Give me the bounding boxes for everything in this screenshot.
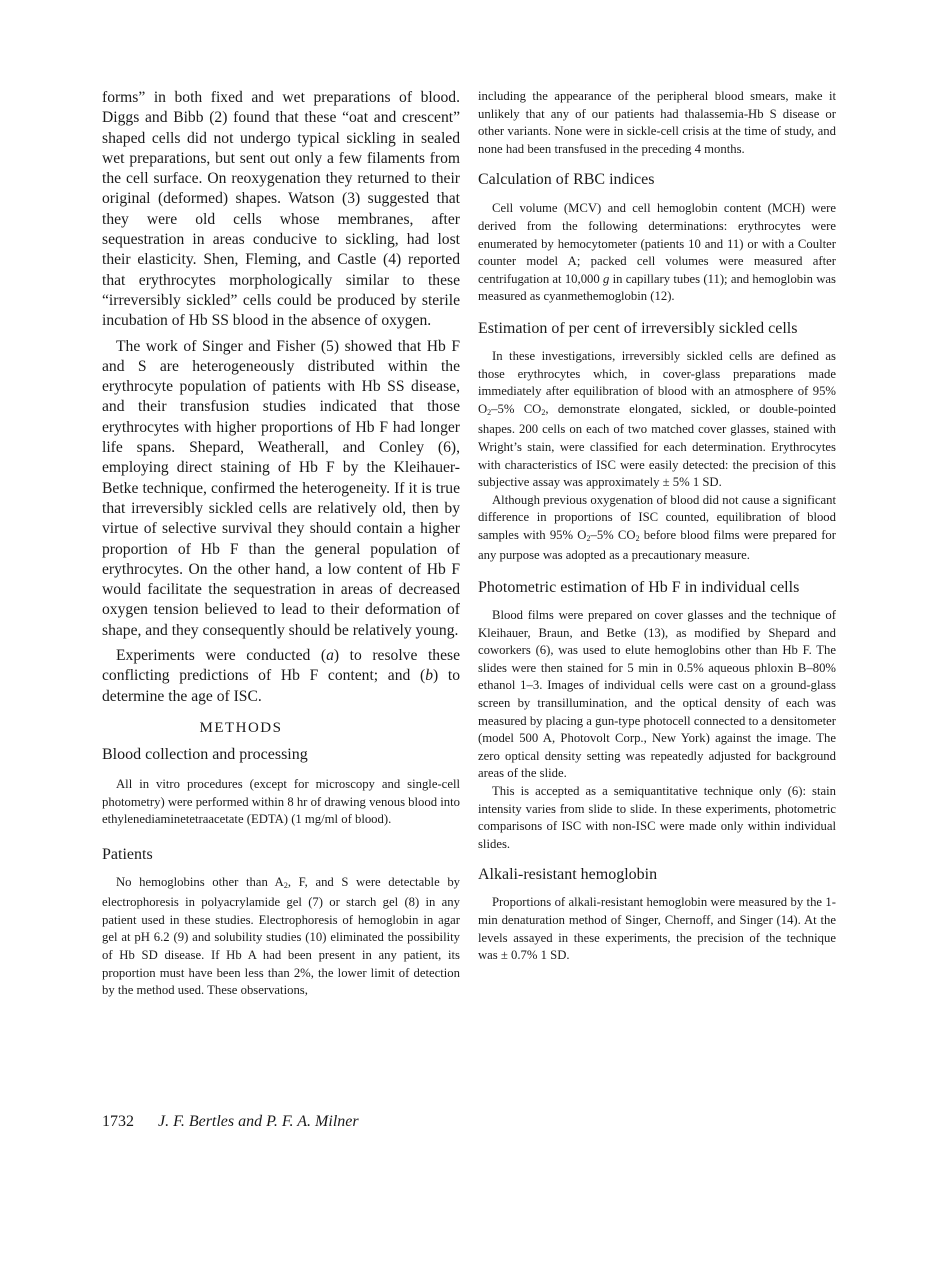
left-column xyxy=(102,88,460,1000)
paragraph-experiments: Experiments were conducted (a) to resolve these conflicting predictions of Hb F content; and (b) to determine the age of ISC. xyxy=(102,647,460,705)
paragraph-patients: No hemoglobins other than $A_2$, F, and S were detectable by electrophoresis in polyacrylamide gel (7) or starch gel (8) in any patient used in these studies. Electrophoresis of hemoglobin in agar gel at pH 6.2 (9) and solubility studies (10) eliminated the possibility of Hb SD disease. If Hb A had been present in any patient, its proportion must have been less than 2%, the lower limit of detection by the method used. These observations, xyxy=(102,874,461,998)
running-authors: J. F. Bertles and P. F. A. Milner xyxy=(158,1113,359,1130)
paragraph-intro-continued: forms” in both fixed and wet preparations of blood. Diggs and Bibb (2) found that these “oat and crescent” shaped cells did not undergo typical sickling in sealed wet preparations, but sent out only a few filaments from the cell surface. On reoxygenation they returned to their original (deformed) shapes. Watson (3) suggested that they were old cells whose membranes, after sequestration in areas conducive to sickling, had lost their elasticity. Shen, Fleming, and Castle (4) reported that erythrocytes morphologically similar to these “irreversibly sickled” cells could be produced by sterile incubation of Hb SS blood in the absence of oxygen. xyxy=(102,89,460,330)
subheading-patients: Patients xyxy=(102,845,153,863)
page-footer xyxy=(102,1113,359,1131)
paragraph-alkali-resistant: Proportions of alkali-resistant hemoglobin were measured by the 1-min denaturation method of Singer, Chernoff, and Singer (14). At the levels assayed in these experiments, the precision of the technique was ± 0.7% 1 SD. xyxy=(478,895,836,963)
paragraph-singer-fisher: The work of Singer and Fisher (5) showed that Hb F and S are heterogeneously distributed within the erythrocyte population of patients with Hb SS disease, and their transfusion studies indicated that those erythrocytes with higher proportions of Hb F had longer life spans. Shepard, Weatherall, and Conley (6), employing direct staining of Hb F by the Kleihauer-Betke technique, confirmed the heterogeneity. If it is true that irreversibly sickled cells are relatively old, then by virtue of selective survival they should contain a higher proportion of Hb F than the general population of erythrocytes. On the other hand, a low content of Hb F would facilitate the sequestration in areas of decreased oxygen tension believed to lead to their deformation of shape, and they consequently should be relatively young. xyxy=(102,337,460,639)
section-heading-methods: METHODS xyxy=(199,719,283,736)
right-column xyxy=(478,88,836,965)
subheading-alkali-resistant: Alkali-resistant hemoglobin xyxy=(478,866,658,884)
subheading-photometric-estimation: Photometric estimation of Hb F in individual cells xyxy=(478,579,800,597)
paragraph-patients-continued: including the appearance of the peripheral blood smears, make it unlikely that any of our patients had thalassemia-Hb S disease or other variants. None were in sickle-cell crisis at the time of study, and none had been transfused in the preceding 4 months. xyxy=(478,89,836,156)
paragraph-photometric-limitation: This is accepted as a semiquantitative technique only (6): stain intensity varies from slide to slide. In these experiments, photometric comparisons of ISC with non-ISC were made only within individual slides. xyxy=(478,784,836,851)
paragraph-rbc-indices: Cell volume (MCV) and cell hemoglobin content (MCH) were derived from the following determinations: erythrocytes were enumerated by hemocytometer (patients 10 and 11) or with a Coulter counter model A; packed cell volumes were measured after centrifugation at 10,000 g in capillary tubes (11); and hemoglobin was measured as cyanmethemoglobin (12). xyxy=(478,201,836,304)
subheading-blood-collection: Blood collection and processing xyxy=(102,745,308,763)
paragraph-isc-definition: In these investigations, irreversibly sickled cells are defined as those erythrocytes which, in cover-glass preparations made immediately after equilibration of blood with an atmosphere of 95% $O_2-5\%$ $CO_2$, demonstrate elongated, sickled, or double-pointed shapes. 200 cells on each of two matched cover glasses, stained with Wright’s stain, were classified for each determination. Erythrocytes with characteristics of ISC were easily detected: the precision of this subjective assay was approximately ± 5% 1 SD. xyxy=(478,348,836,490)
subheading-isc-estimation: Estimation of per cent of irreversibly sickled cells xyxy=(478,319,798,337)
subheading-rbc-indices: Calculation of RBC indices xyxy=(478,171,655,189)
paragraph-isc-oxygenation: Although previous oxygenation of blood did not cause a significant difference in proportions of ISC counted, equilibration of blood samples with 95% $O_2-5\%$ $CO_2$ before blood films were prepared for any purpose was adopted as a precautionary measure. xyxy=(478,492,836,563)
paragraph-blood-collection: All in vitro procedures (except for microscopy and single-cell photometry) were performed within 8 hr of drawing venous blood into ethylenediaminetetraacetate (EDTA) (1 mg/ml of blood). xyxy=(102,776,460,827)
paragraph-photometric-method: Blood films were prepared on cover glasses and the technique of Kleihauer, Braun, and Betke (13), as modified by Shepard and coworkers (6), was used to elute hemoglobins other than Hb F. The slides were then stained for 5 min in 0.5% aqueous phloxin B–80% ethanol 1–3. Images of individual cells were cast on a ground-glass screen by transillumination, and the optical density of each was measured by placing a gun-type photocell connected to a densitometer (model 500 A, Photovolt Corp., New York) against the image. The zero optical density setting was repeatedly adjusted for background areas of the slide. xyxy=(478,608,836,781)
page-number: 1732 xyxy=(102,1113,134,1130)
